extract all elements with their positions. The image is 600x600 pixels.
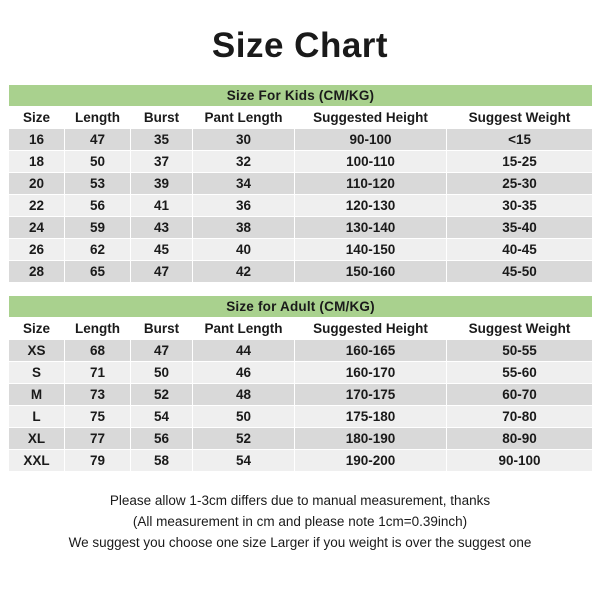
column-header-suggested-height: Suggested Height: [295, 318, 447, 340]
cell-size: XS: [9, 340, 65, 362]
cell-size: S: [9, 362, 65, 384]
cell-suggest-weight: 40-45: [447, 239, 593, 261]
cell-suggested-height: 140-150: [295, 239, 447, 261]
cell-size: 22: [9, 195, 65, 217]
cell-pant-length: 38: [193, 217, 295, 239]
cell-suggest-weight: 55-60: [447, 362, 593, 384]
cell-suggest-weight: 60-70: [447, 384, 593, 406]
cell-suggest-weight: 80-90: [447, 428, 593, 450]
table-row: [9, 129, 593, 151]
cell-length: 71: [65, 362, 131, 384]
cell-burst: 47: [131, 261, 193, 283]
cell-suggested-height: 110-120: [295, 173, 447, 195]
cell-pant-length: 30: [193, 129, 295, 151]
cell-suggest-weight: 45-50: [447, 261, 593, 283]
cell-suggest-weight: 25-30: [447, 173, 593, 195]
cell-burst: 58: [131, 450, 193, 472]
column-header-burst: Burst: [131, 318, 193, 340]
cell-suggested-height: 180-190: [295, 428, 447, 450]
adult-band-label: Size for Adult (CM/KG): [9, 296, 593, 318]
cell-suggest-weight: <15: [447, 129, 593, 151]
column-header-suggest-weight: Suggest Weight: [447, 318, 593, 340]
column-header-length: Length: [65, 107, 131, 129]
cell-burst: 45: [131, 239, 193, 261]
column-header-size: Size: [9, 107, 65, 129]
cell-size: 16: [9, 129, 65, 151]
kids-size-table: [8, 84, 593, 283]
cell-burst: 39: [131, 173, 193, 195]
footer-notes: [8, 490, 592, 554]
cell-size: 24: [9, 217, 65, 239]
table-row: [9, 450, 593, 472]
cell-length: 75: [65, 406, 131, 428]
cell-length: 56: [65, 195, 131, 217]
adult-size-table: [8, 295, 593, 472]
column-header-pant-length: Pant Length: [193, 107, 295, 129]
note-size-recommendation: We suggest you choose one size Larger if you weight is over the suggest one: [68, 535, 532, 550]
cell-size: XL: [9, 428, 65, 450]
adult-header-row: [9, 318, 593, 340]
cell-pant-length: 42: [193, 261, 295, 283]
cell-suggested-height: 100-110: [295, 151, 447, 173]
table-row: [9, 151, 593, 173]
cell-length: 79: [65, 450, 131, 472]
cell-size: 18: [9, 151, 65, 173]
column-header-burst: Burst: [131, 107, 193, 129]
table-row: [9, 195, 593, 217]
kids-band-label: Size For Kids (CM/KG): [9, 85, 593, 107]
cell-length: 47: [65, 129, 131, 151]
cell-suggested-height: 175-180: [295, 406, 447, 428]
cell-burst: 52: [131, 384, 193, 406]
table-row: [9, 217, 593, 239]
table-row: [9, 428, 593, 450]
cell-pant-length: 40: [193, 239, 295, 261]
kids-table-band: [9, 85, 593, 107]
cell-suggest-weight: 70-80: [447, 406, 593, 428]
column-header-suggest-weight: Suggest Weight: [447, 107, 593, 129]
cell-burst: 37: [131, 151, 193, 173]
cell-length: 65: [65, 261, 131, 283]
cell-suggest-weight: 90-100: [447, 450, 593, 472]
cell-suggested-height: 120-130: [295, 195, 447, 217]
note-unit-conversion: (All measurement in cm and please note 1cm=0.39inch): [132, 514, 468, 529]
kids-header-row: [9, 107, 593, 129]
cell-suggest-weight: 30-35: [447, 195, 593, 217]
cell-burst: 43: [131, 217, 193, 239]
column-header-suggested-height: Suggested Height: [295, 107, 447, 129]
cell-pant-length: 52: [193, 428, 295, 450]
cell-size: XXL: [9, 450, 65, 472]
cell-size: M: [9, 384, 65, 406]
cell-pant-length: 48: [193, 384, 295, 406]
cell-length: 59: [65, 217, 131, 239]
cell-suggested-height: 170-175: [295, 384, 447, 406]
cell-suggested-height: 190-200: [295, 450, 447, 472]
cell-length: 68: [65, 340, 131, 362]
cell-pant-length: 50: [193, 406, 295, 428]
column-header-length: Length: [65, 318, 131, 340]
note-measurement-tolerance: Please allow 1-3cm differs due to manual measurement, thanks: [109, 493, 491, 508]
cell-size: 20: [9, 173, 65, 195]
table-row: [9, 239, 593, 261]
cell-length: 73: [65, 384, 131, 406]
adult-table-body: [9, 296, 593, 472]
adult-table-band: [9, 296, 593, 318]
cell-length: 62: [65, 239, 131, 261]
cell-burst: 47: [131, 340, 193, 362]
cell-pant-length: 36: [193, 195, 295, 217]
table-row: [9, 173, 593, 195]
cell-burst: 56: [131, 428, 193, 450]
table-row: [9, 261, 593, 283]
cell-suggest-weight: 35-40: [447, 217, 593, 239]
cell-burst: 41: [131, 195, 193, 217]
cell-suggest-weight: 50-55: [447, 340, 593, 362]
cell-suggested-height: 90-100: [295, 129, 447, 151]
cell-pant-length: 46: [193, 362, 295, 384]
table-spacer: [8, 283, 592, 295]
cell-pant-length: 34: [193, 173, 295, 195]
cell-burst: 35: [131, 129, 193, 151]
table-row: [9, 362, 593, 384]
cell-pant-length: 32: [193, 151, 295, 173]
column-header-size: Size: [9, 318, 65, 340]
cell-burst: 54: [131, 406, 193, 428]
cell-burst: 50: [131, 362, 193, 384]
kids-table-body: [9, 85, 593, 283]
cell-pant-length: 44: [193, 340, 295, 362]
cell-suggested-height: 150-160: [295, 261, 447, 283]
cell-length: 50: [65, 151, 131, 173]
cell-suggested-height: 130-140: [295, 217, 447, 239]
column-header-pant-length: Pant Length: [193, 318, 295, 340]
table-row: [9, 384, 593, 406]
cell-size: L: [9, 406, 65, 428]
cell-suggest-weight: 15-25: [447, 151, 593, 173]
cell-pant-length: 54: [193, 450, 295, 472]
cell-length: 53: [65, 173, 131, 195]
page-title: Size Chart: [211, 26, 389, 65]
cell-size: 28: [9, 261, 65, 283]
cell-suggested-height: 160-165: [295, 340, 447, 362]
cell-length: 77: [65, 428, 131, 450]
cell-suggested-height: 160-170: [295, 362, 447, 384]
cell-size: 26: [9, 239, 65, 261]
table-row: [9, 340, 593, 362]
table-row: [9, 406, 593, 428]
